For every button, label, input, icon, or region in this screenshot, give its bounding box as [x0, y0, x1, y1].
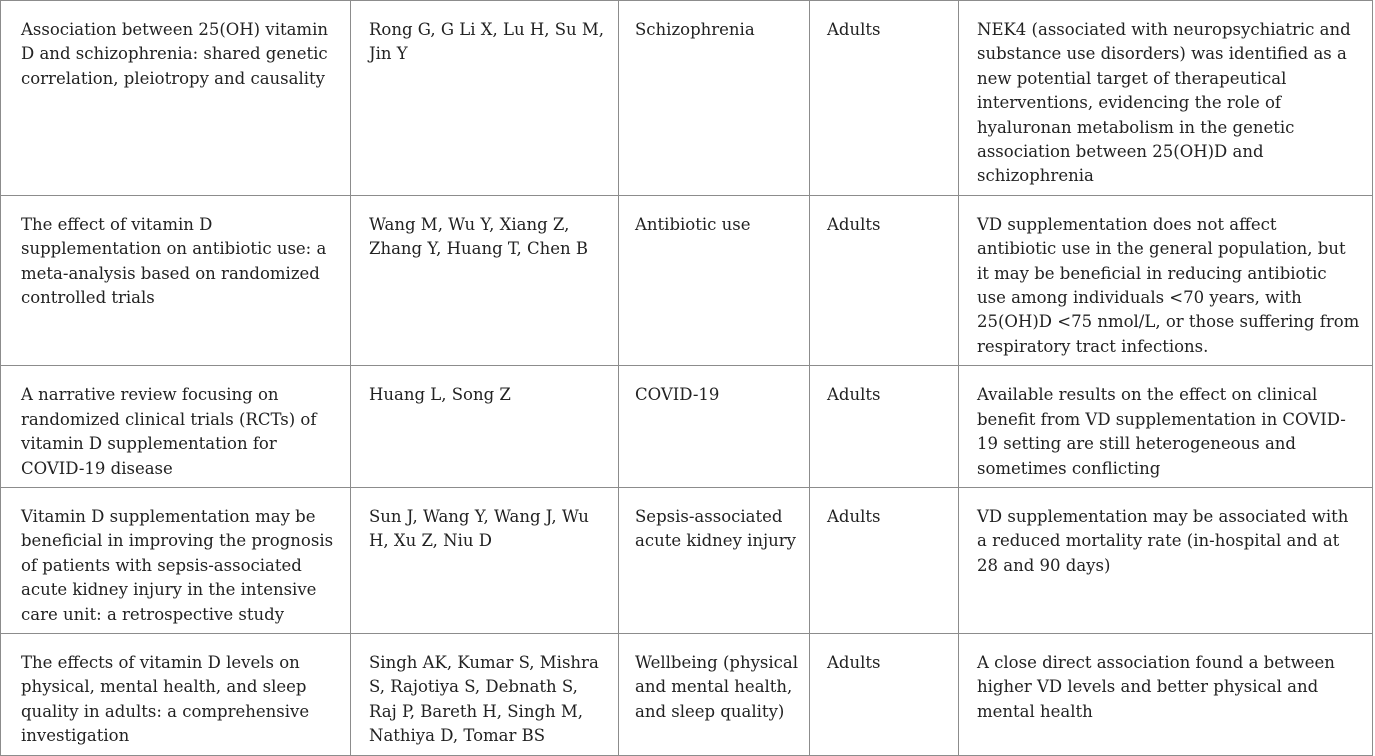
study-title: A narrative review focusing on randomized clinical trials (RCTs) of vitamin D supplementation for COVID-19 disease: [21, 385, 317, 478]
findings-cell: [959, 487, 1373, 633]
study-title-cell: [1, 366, 351, 488]
study-authors: Rong G, G Li X, Lu H, Su M, Jin Y: [369, 20, 605, 64]
authors-cell: [351, 195, 619, 365]
study-authors: Singh AK, Kumar S, Mishra S, Rajotiya S, Debnath S, Raj P, Bareth H, Singh M, Nathiya D, Tomar BS: [369, 652, 599, 746]
authors-cell: [351, 1, 619, 196]
study-authors: Huang L, Song Z: [369, 385, 511, 405]
table-row: [1, 366, 1373, 488]
study-findings: A close direct association found a between higher VD levels and better physical and mental health: [977, 652, 1335, 721]
study-population: Adults: [827, 385, 881, 405]
findings-cell: [959, 366, 1373, 488]
study-title: The effect of vitamin D supplementation on antibiotic use: a meta-analysis based on randomized controlled trials: [21, 214, 327, 308]
study-population: Adults: [827, 214, 881, 234]
condition-cell: [619, 487, 810, 633]
population-cell: [810, 487, 959, 633]
findings-cell: [959, 195, 1373, 365]
authors-cell: [351, 487, 619, 633]
authors-cell: [351, 633, 619, 755]
study-population: Adults: [827, 652, 881, 672]
study-title-cell: [1, 195, 351, 365]
condition-cell: [619, 366, 810, 488]
study-findings: NEK4 (associated with neuropsychiatric and substance use disorders) was identified as a new potential target of therapeutical interventions, evidencing the role of hyaluronan metabolism in the genetic association between 25(OH)D and schizophrenia: [977, 20, 1351, 186]
study-condition: Sepsis-associated acute kidney injury: [635, 506, 796, 551]
study-condition: COVID-19: [635, 385, 720, 405]
study-findings: Available results on the effect on clinical benefit from VD supplementation in COVID-19 setting are still heterogeneous and sometimes conflicting: [977, 385, 1346, 478]
study-title: Association between 25(OH) vitamin D and schizophrenia: shared genetic correlation, pleiotropy and causality: [21, 20, 328, 88]
study-condition: Wellbeing (physical and mental health, and sleep quality): [635, 652, 799, 721]
population-cell: [810, 633, 959, 755]
study-population: Adults: [827, 506, 881, 526]
population-cell: [810, 195, 959, 365]
study-authors: Wang M, Wu Y, Xiang Z, Zhang Y, Huang T, Chen B: [369, 214, 588, 259]
findings-cell: [959, 633, 1373, 755]
condition-cell: [619, 633, 810, 755]
study-title-cell: [1, 1, 351, 196]
condition-cell: [619, 1, 810, 196]
study-title: The effects of vitamin D levels on physical, mental health, and sleep quality in adults: a comprehensive investigation: [21, 652, 310, 746]
table-row: [1, 487, 1373, 633]
authors-cell: [351, 366, 619, 488]
study-condition: Schizophrenia: [635, 20, 755, 39]
condition-cell: [619, 195, 810, 365]
study-title-cell: [1, 487, 351, 633]
study-authors: Sun J, Wang Y, Wang J, Wu H, Xu Z, Niu D: [369, 506, 589, 551]
study-findings: VD supplementation may be associated with a reduced mortality rate (in-hospital and at 28 and 90 days): [977, 506, 1349, 575]
study-condition: Antibiotic use: [635, 214, 751, 234]
table-row: [1, 195, 1373, 365]
table-row: [1, 1, 1373, 196]
study-title-cell: [1, 633, 351, 755]
study-title: Vitamin D supplementation may be beneficial in improving the prognosis of patients with sepsis-associated acute kidney injury in the intensive care unit: a retrospective study: [21, 506, 334, 624]
study-findings: VD supplementation does not affect antibiotic use in the general population, but it may be beneficial in reducing antibiotic use among individuals <70 years, with 25(OH)D <75 nmol/L, or those suffering from respiratory tract infections.: [977, 214, 1360, 356]
population-cell: [810, 366, 959, 488]
study-population: Adults: [827, 20, 881, 39]
findings-cell: [959, 1, 1373, 196]
population-cell: [810, 1, 959, 196]
table-row: [1, 633, 1373, 755]
